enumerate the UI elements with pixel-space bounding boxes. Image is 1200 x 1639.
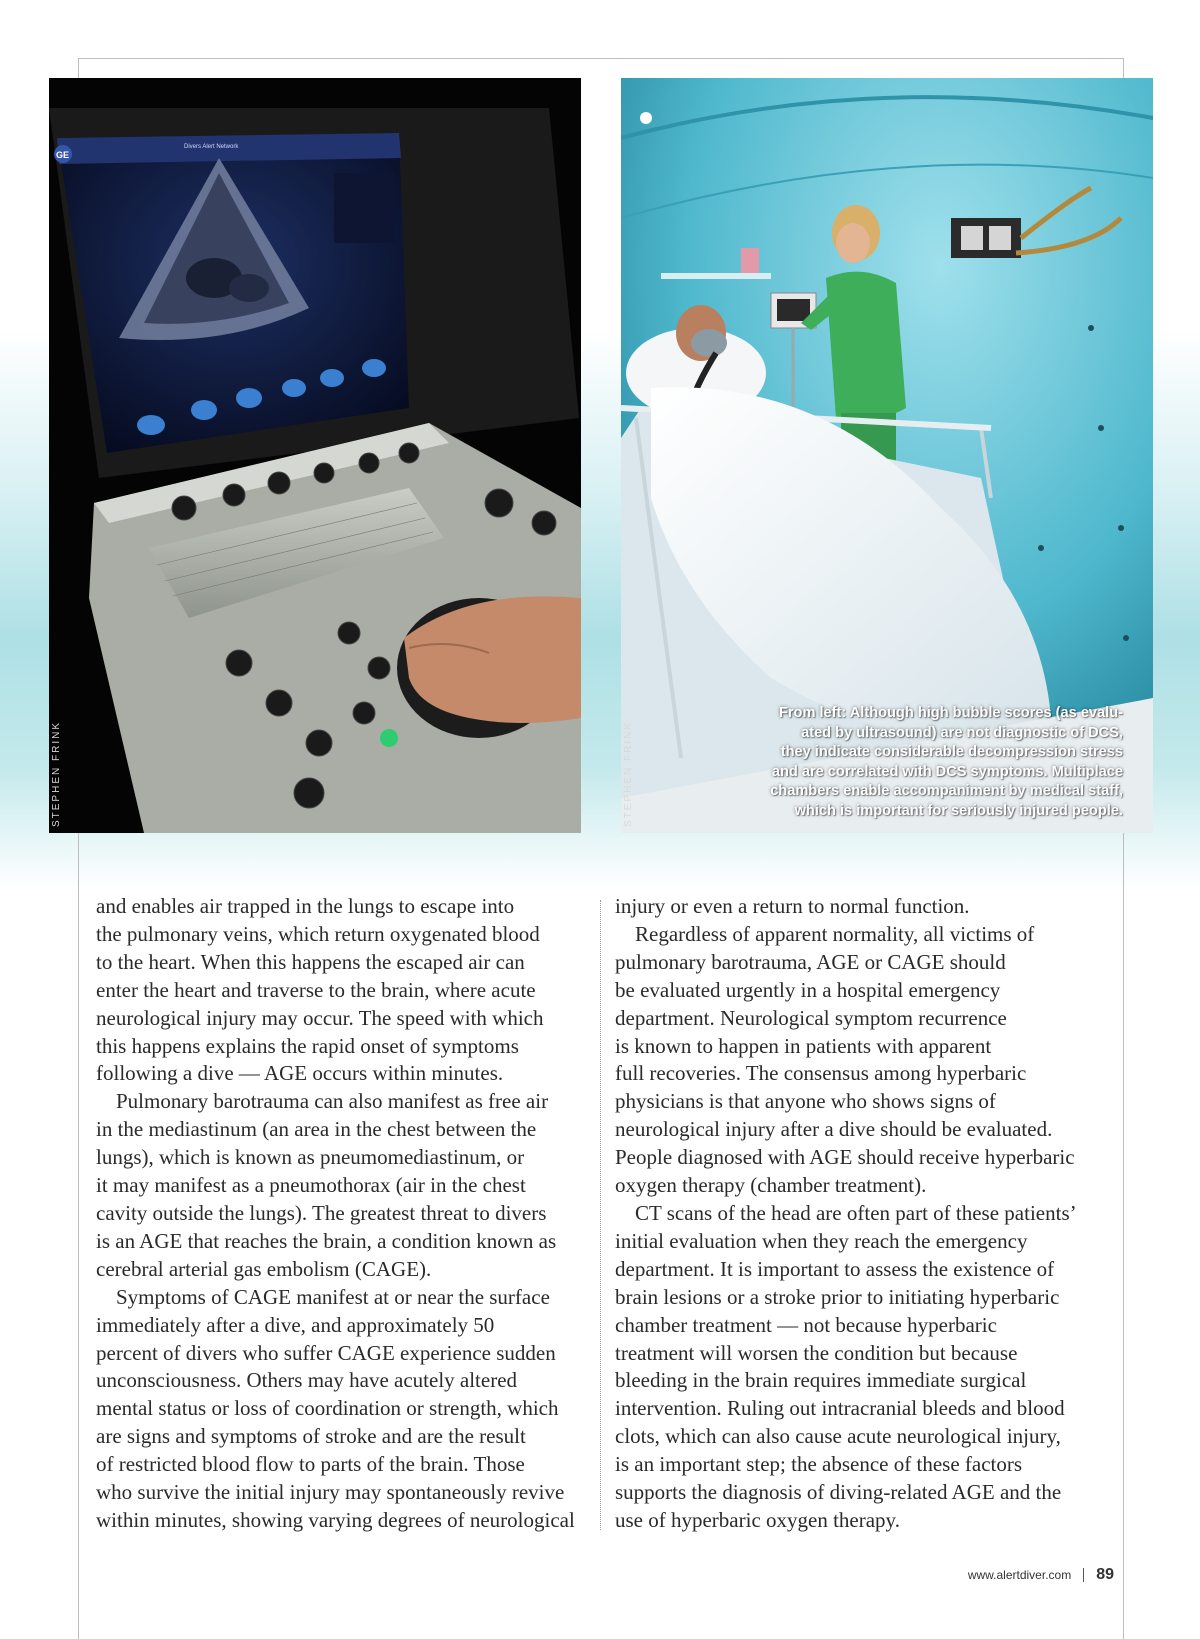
ceiling-light <box>640 112 652 124</box>
paragraph: and enables air trapped in the lungs to escape into the pulmonary veins, which return oxygenated blood to the heart. When this happens the escaped air can enter the heart and traverse to the brain, where acute neurological injury may occur. The speed with which this happens explains the rapid onset of symptoms following a dive — AGE occurs within minutes. <box>96 894 544 1086</box>
ultrasound-illustration <box>49 78 581 833</box>
power-led <box>380 729 398 747</box>
ge-logo-text: GE <box>56 150 70 160</box>
paragraph: CT scans of the head are often part of these patients’ initial evaluation when they reach the emergency department. It is important to assess the existence of brain lesions or a stroke prior to initiating hyperbaric chamber treatment — not because hyperbaric treatment will worsen the condition but because bleeding in the brain requires immediate surgical intervention. Ruling out intracranial bleeds and blood clots, which can also cause acute neurological injury, is an important step; the absence of these factors supports the diagnosis of diving-related AGE and the use of hyperbaric oxygen therapy. <box>615 1200 1077 1532</box>
photo-credit-left: STEPHEN FRINK <box>51 720 62 827</box>
photo-caption: From left: Although high bubble scores (as evalu- ated by ultrasound) are not diagnostic of DCS, they indicate considerable decompression stress and are correlated with DCS symptoms. Multiplace chambers enable accompaniment by medical staff, which is important for seriously injured people. <box>770 705 1123 819</box>
paragraph: Symptoms of CAGE manifest at or near the surface immediately after a dive, and approximately 50 percent of divers who suffer CAGE experience sudden unconsciousness. Others may have acutely altered mental status or loss of coordination or strength, which are signs and symptoms of stroke and are the result of restricted blood flow to parts of the brain. Those who survive the initial injury may spontaneously revive within minutes, showing varying degrees of neurological <box>96 1284 575 1532</box>
wall-shelf <box>661 273 771 279</box>
page-number: 89 <box>1096 1566 1114 1583</box>
article-column-right <box>615 893 1115 1535</box>
ultrasound-photo <box>49 78 581 833</box>
footer-url[interactable]: www.alertdiver.com <box>967 1568 1072 1582</box>
footer-separator <box>1083 1568 1084 1582</box>
screen-header-text: Divers Alert Network <box>184 144 239 150</box>
column-divider <box>600 900 601 1530</box>
photo-credit-right: STEPHEN FRINK <box>623 720 634 827</box>
paragraph: injury or even a return to normal function. <box>615 894 970 918</box>
paragraph: Regardless of apparent normality, all victims of pulmonary barotrauma, AGE or CAGE should be evaluated urgently in a hospital emergency department. Neurological symptom recurrence is known to happen in patients with apparent full recoveries. The consensus among hyperbaric physicians is that anyone who shows signs of neurological injury after a dive should be evaluated. People diagnosed with AGE should receive hyperbaric oxygen therapy (chamber treatment). <box>615 921 1075 1198</box>
chamber-photo <box>621 78 1153 833</box>
paragraph: Pulmonary barotrauma can also manifest as free air in the mediastinum (an area in the chest between the lungs), which is known as pneumomediastinum, or it may manifest as a pneumothorax (air in the chest cavity outside the lungs). The greatest threat to divers is an AGE that reaches the brain, a condition known as cerebral arterial gas embolism (CAGE). <box>96 1089 557 1281</box>
oxygen-mask <box>691 329 727 357</box>
article-column-left <box>96 893 588 1535</box>
page-footer <box>968 1566 1114 1584</box>
nurse-scrubs <box>826 272 906 420</box>
